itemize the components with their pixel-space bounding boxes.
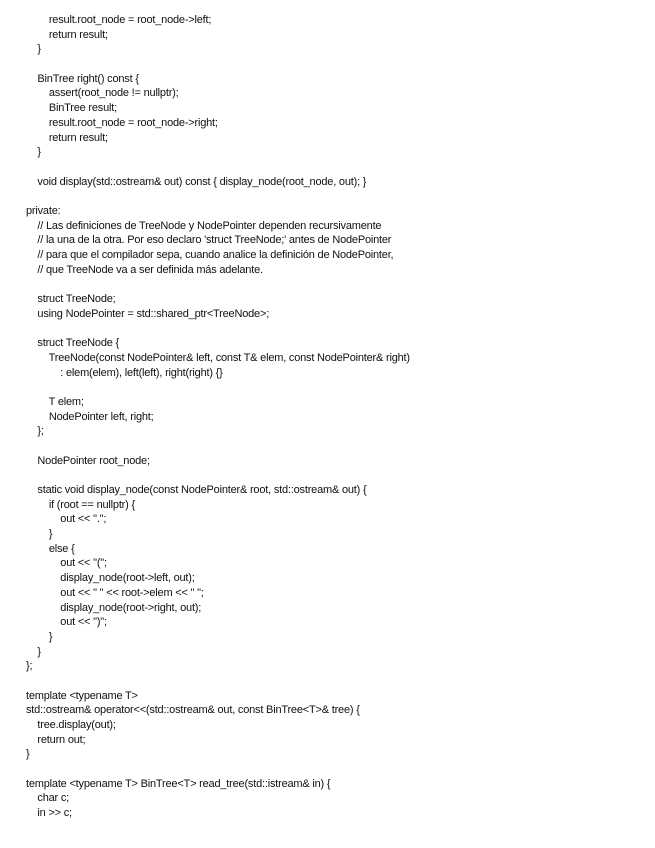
- code-line: [26, 277, 646, 292]
- code-line: [26, 380, 646, 395]
- code-line: [26, 674, 646, 689]
- code-line: out << " " << root->elem << " ";: [26, 586, 204, 599]
- code-line: tree.display(out);: [26, 719, 116, 731]
- code-line: }: [26, 528, 53, 541]
- code-line: T elem;: [26, 395, 84, 408]
- code-line: display_node(root->left, out);: [26, 572, 195, 585]
- code-line: static void display_node(const NodePointer& root, std::ostream& out) {: [26, 484, 367, 496]
- code-line: struct TreeNode {: [26, 337, 120, 350]
- code-line: BinTree right() const {: [26, 72, 139, 85]
- code-line: [26, 439, 646, 454]
- code-line: struct TreeNode;: [26, 293, 116, 306]
- code-line: result.root_node = root_node->left;: [26, 14, 212, 26]
- code-line: [26, 160, 646, 175]
- code-line: // Las definiciones de TreeNode y NodePointer dependen recursivamente: [26, 219, 382, 232]
- code-line: NodePointer root_node;: [26, 454, 150, 467]
- code-line: out << "(";: [26, 557, 107, 570]
- code-line: out << ")";: [26, 616, 107, 629]
- code-line: [26, 57, 646, 72]
- code-line: void display(std::ostream& out) const { display_node(root_node, out); }: [26, 175, 367, 188]
- code-line: }: [26, 645, 41, 658]
- code-listing: [26, 13, 646, 821]
- code-line: in >> c;: [26, 807, 72, 820]
- code-line: };: [26, 425, 44, 438]
- code-line: else {: [26, 542, 75, 555]
- code-line: [26, 189, 646, 204]
- code-line: template <typename T>: [26, 689, 138, 702]
- code-line: return out;: [26, 733, 86, 746]
- code-line: char c;: [26, 792, 70, 805]
- code-line: result.root_node = root_node->right;: [26, 116, 218, 129]
- code-line: }: [26, 43, 41, 56]
- code-line: out << ".";: [26, 513, 107, 526]
- code-line: TreeNode(const NodePointer& left, const T& elem, const NodePointer& right): [26, 351, 410, 364]
- code-line: NodePointer left, right;: [26, 410, 154, 423]
- code-line: assert(root_node != nullptr);: [26, 87, 179, 100]
- code-line: [26, 762, 646, 777]
- code-line: };: [26, 660, 33, 673]
- code-line: : elem(elem), left(left), right(right) {}: [26, 366, 223, 379]
- code-line: [26, 468, 646, 483]
- code-line: std::ostream& operator<<(std::ostream& out, const BinTree<T>& tree) {: [26, 704, 360, 717]
- code-line: // la una de la otra. Por eso declaro 'struct TreeNode;' antes de NodePointer: [26, 234, 392, 247]
- code-line: return result;: [26, 28, 108, 41]
- code-line: }: [26, 748, 30, 761]
- code-line: }: [26, 630, 53, 643]
- code-line: }: [26, 146, 41, 159]
- code-line: // que TreeNode va a ser definida más adelante.: [26, 263, 263, 276]
- code-line: using NodePointer = std::shared_ptr<TreeNode>;: [26, 307, 270, 320]
- code-line: private:: [26, 204, 61, 217]
- code-line: display_node(root->right, out);: [26, 601, 202, 614]
- code-line: BinTree result;: [26, 102, 117, 115]
- code-line: [26, 321, 646, 336]
- code-line: template <typename T> BinTree<T> read_tree(std::istream& in) {: [26, 777, 331, 790]
- code-line: if (root == nullptr) {: [26, 498, 135, 511]
- code-line: // para que el compilador sepa, cuando analice la definición de NodePointer,: [26, 249, 394, 261]
- code-line: return result;: [26, 131, 108, 144]
